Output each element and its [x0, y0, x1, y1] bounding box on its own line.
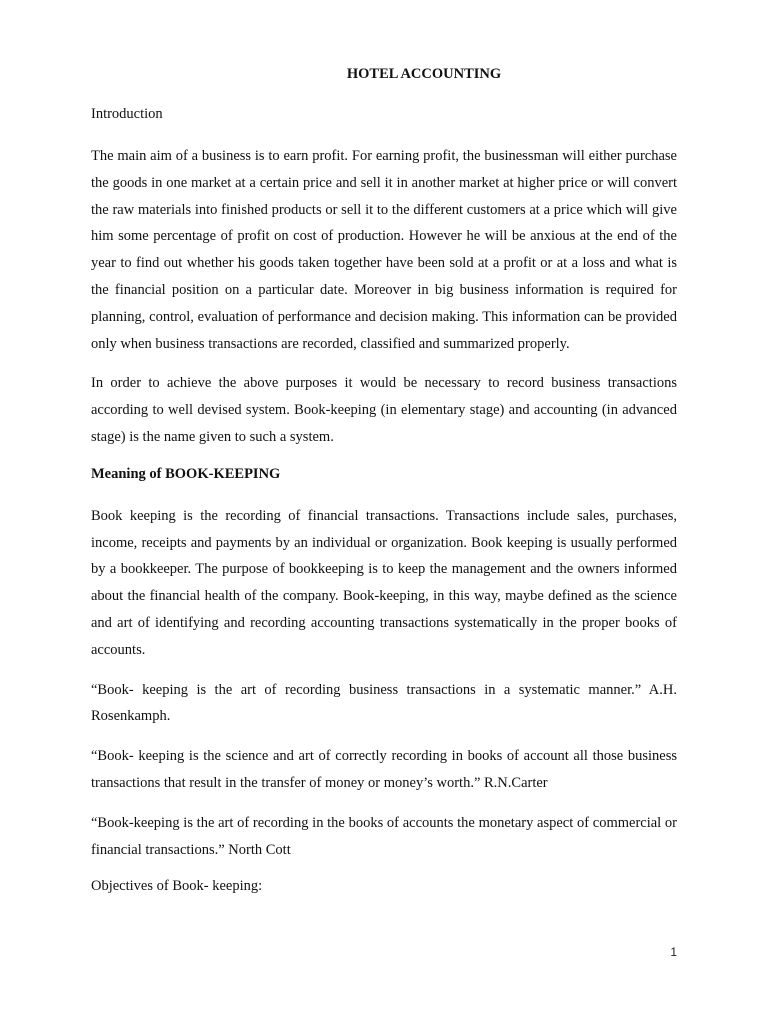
- meaning-heading: Meaning of BOOK-KEEPING: [91, 465, 281, 482]
- intro-paragraph-2: In order to achieve the above purposes it would be necessary to record business transactions according to well devised system. Book-keeping (in elementary stage) and accounting (in advanced stage) is the name given to such a system.: [91, 375, 677, 445]
- introduction-heading: Introduction: [91, 106, 163, 122]
- quote-north-cott: “Book-keeping is the art of recording in the books of accounts the monetary aspect of commercial or financial transactions.” North Cott: [91, 814, 677, 858]
- page-content: [91, 64, 677, 915]
- objectives-heading: Objectives of Book- keeping:: [91, 878, 263, 895]
- document-title: HOTEL ACCOUNTING: [346, 66, 502, 82]
- meaning-paragraph: Book keeping is the recording of financial transactions. Transactions include sales, purchases, income, receipts and payments by an individual or organization. Book keeping is usually performed by a bookkeeper. The purpose of bookkeeping is to keep the management and the owners informed about the financial health of the company. Book-keeping, in this way, maybe defined as the science and art of identifying and recording accounting transactions systematically in the proper books of accounts.: [91, 507, 677, 658]
- intro-paragraph-1: The main aim of a business is to earn profit. For earning profit, the businessman will either purchase the goods in one market at a certain price and sell it in another market at higher price or will convert the raw materials into finished products or sell it to the different customers at a price which will give him some percentage of profit on cost of production. However he will be anxious at the end of the year to find out whether his goods taken together have been sold at a profit or at a loss and what is the financial position on a particular date. Moreover in big business information is required for planning, control, evaluation of performance and decision making. This information can be provided only when business transactions are recorded, classified and summarized properly.: [91, 148, 677, 352]
- quote-rosenkamph: “Book- keeping is the art of recording business transactions in a systematic manner.” A.H. Rosenkamph.: [91, 681, 677, 725]
- page-number: 1: [670, 945, 677, 959]
- quote-carter: “Book- keeping is the science and art of correctly recording in books of account all those business transactions that result in the transfer of money or money’s worth.” R.N.Carter: [91, 748, 677, 791]
